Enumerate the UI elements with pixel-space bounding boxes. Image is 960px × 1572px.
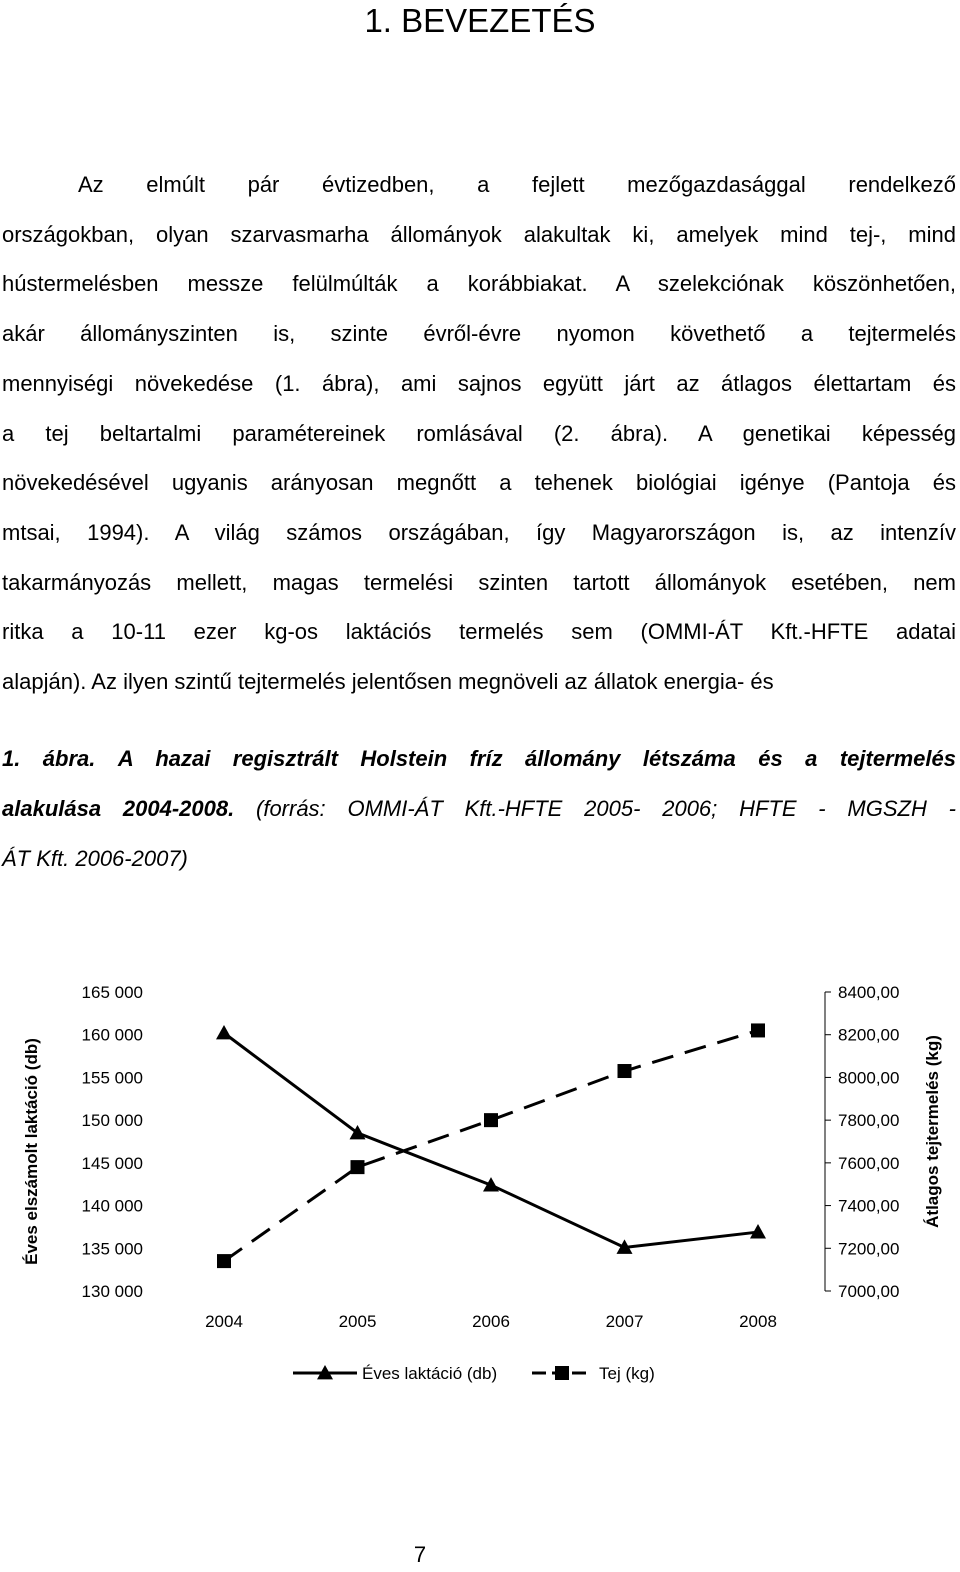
right-axis-tick-label: 8200,00 [838, 1025, 900, 1045]
paragraph-line: ritka a 10-11 ezer kg-os laktációs termelés sem (OMMI-ÁT Kft.-HFTE adatai [2, 619, 956, 644]
left-axis-tick-label: 145 000 [81, 1153, 143, 1173]
left-axis-tick-label: 150 000 [81, 1111, 143, 1131]
paragraph-line: Az elmúlt pár évtizedben, a fejlett mezőgazdasággal rendelkező [78, 172, 956, 197]
series-line [224, 1030, 758, 1261]
x-axis-tick-label: 2005 [338, 1312, 377, 1331]
x-axis-tick-label: 2004 [205, 1312, 243, 1331]
page-heading: 1. BEVEZETÉS [364, 2, 596, 39]
left-axis-tick-label: 165 000 [81, 983, 143, 1002]
right-axis-tick-label: 8400,00 [838, 983, 900, 1002]
legend-label-tej: Tej (kg) [599, 1364, 655, 1383]
left-axis-tick-label: 160 000 [81, 1025, 143, 1045]
right-axis-tick-label: 7600,00 [838, 1153, 900, 1173]
series-line [224, 1033, 758, 1247]
right-axis-tick-label: 7200,00 [838, 1239, 900, 1259]
legend-marker-square [555, 1366, 569, 1380]
series-point-square [351, 1160, 365, 1174]
line-chart [0, 975, 960, 1405]
figure-title-part1: A hazai regisztrált Holstein fríz állomány létszáma és a tejtermelés [117, 746, 956, 771]
right-axis-tick-label: 7400,00 [838, 1196, 900, 1216]
x-axis-tick-label: 2008 [739, 1312, 777, 1331]
figure-title-part2: alakulása 2004-2008. [2, 796, 235, 821]
figure-caption-line-2 [2, 796, 956, 822]
figure-caption-line-3 [2, 846, 188, 872]
paragraph-line: akár állományszinten is, szinte évről-évre nyomon követhető a tejtermelés [2, 321, 956, 346]
paragraph-line: hústermelésben messze felülmúlták a korábbiakat. A szelekciónak köszönhetően, [2, 271, 956, 296]
series-point-triangle [216, 1025, 232, 1039]
figure-source-part2: ÁT Kft. 2006-2007) [2, 846, 188, 871]
page-number: 7 [413, 1542, 427, 1567]
paragraph-line: országokban, olyan szarvasmarha állományok alakultak ki, amelyek mind tej-, mind [2, 222, 956, 247]
series-point-square [217, 1254, 231, 1268]
paragraph-line: alapján). Az ilyen szintű tejtermelés jelentősen megnöveli az állatok energia- és [2, 669, 774, 694]
paragraph-line: mtsai, 1994). A világ számos országában, így Magyarországon is, az intenzív [2, 520, 956, 545]
series-point-square [618, 1064, 632, 1078]
right-axis-title: Átlagos tejtermelés (kg) [923, 1035, 942, 1228]
left-axis-tick-label: 130 000 [81, 1282, 143, 1301]
right-axis-tick-label: 7800,00 [838, 1111, 900, 1131]
figure-label: 1. ábra. [2, 746, 96, 771]
figure-caption-line-1 [2, 746, 956, 772]
x-axis-tick-label: 2007 [605, 1312, 644, 1331]
paragraph-line: növekedésével ugyanis arányosan megnőtt a tehenek biológiai igénye (Pantoja és [2, 470, 956, 495]
figure-source-part1: (forrás: OMMI-ÁT Kft.-HFTE 2005- 2006; HFTE - MGSZH - [256, 796, 956, 821]
paragraph-line: takarmányozás mellett, magas termelési szinten tartott állományok esetében, nem [2, 570, 956, 595]
right-axis-tick-label: 7000,00 [838, 1282, 900, 1301]
paragraph-line: mennyiségi növekedése (1. ábra), ami sajnos együtt járt az átlagos élettartam és [2, 371, 956, 396]
paragraph-line: a tej beltartalmi paramétereinek romlásával (2. ábra). A genetikai képesség [2, 421, 956, 446]
series-point-square [751, 1023, 765, 1037]
left-axis-title: Éves elszámolt laktáció (db) [22, 1038, 41, 1265]
x-axis-tick-label: 2006 [472, 1312, 510, 1331]
left-axis-tick-label: 155 000 [81, 1068, 143, 1088]
left-axis-tick-label: 135 000 [81, 1239, 143, 1259]
left-axis-tick-label: 140 000 [81, 1196, 143, 1216]
right-axis-tick-label: 8000,00 [838, 1068, 900, 1088]
legend-label-laktacio: Éves laktáció (db) [362, 1364, 498, 1383]
series-point-square [484, 1113, 498, 1127]
